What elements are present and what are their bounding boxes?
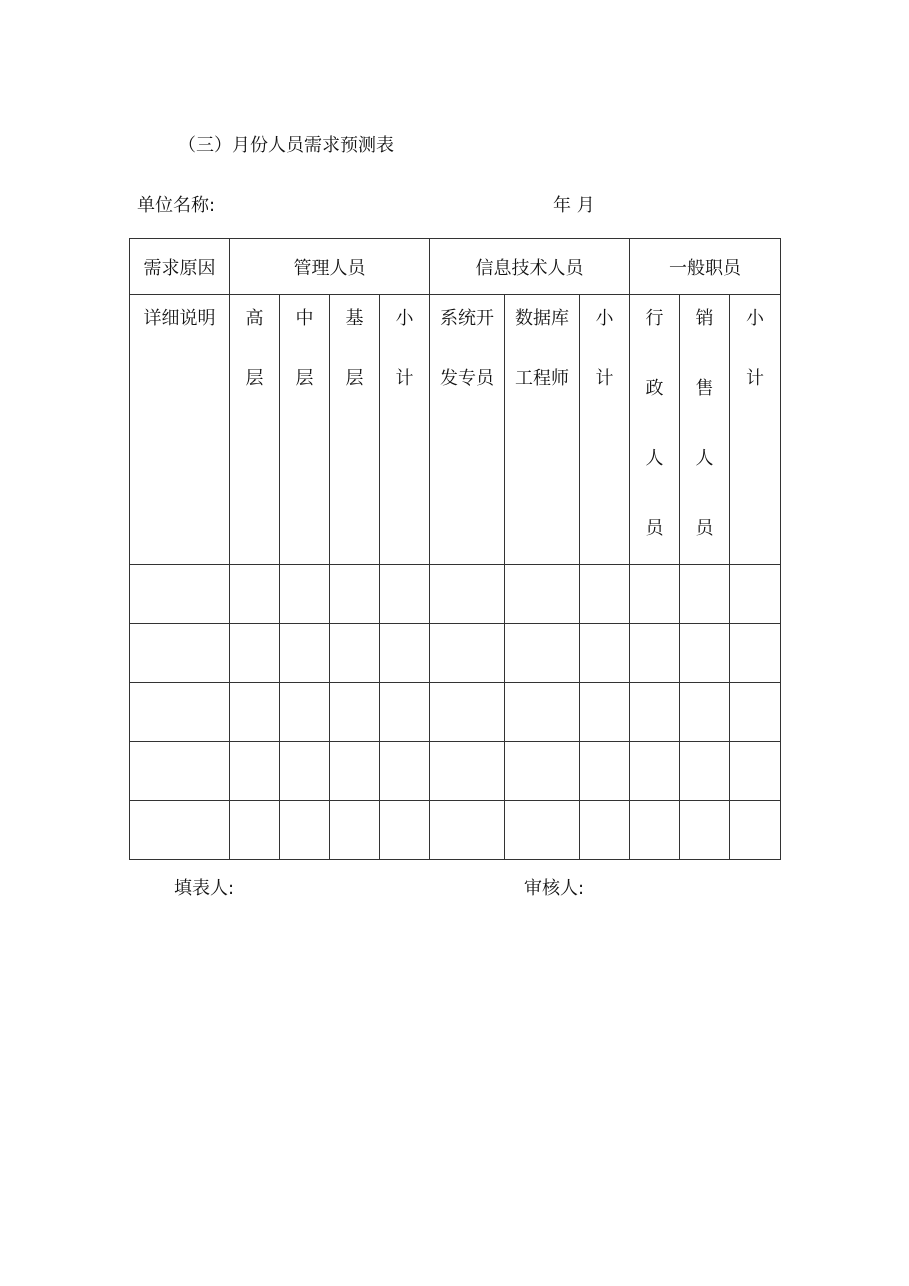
subheader-gen-admin: 行 政 人 员 <box>630 295 680 565</box>
table-cell[interactable] <box>580 683 630 742</box>
table-cell[interactable] <box>380 624 430 683</box>
table-cell[interactable] <box>430 683 505 742</box>
table-cell[interactable] <box>730 801 781 860</box>
header-reason: 需求原因 <box>130 239 230 295</box>
table-cell[interactable] <box>230 683 280 742</box>
table-cell[interactable] <box>330 624 380 683</box>
table-cell[interactable] <box>430 565 505 624</box>
table-cell[interactable] <box>280 683 330 742</box>
table-cell[interactable] <box>580 801 630 860</box>
table-cell[interactable] <box>630 742 680 801</box>
table-cell[interactable] <box>380 683 430 742</box>
page-title: （三）月份人员需求预测表 <box>178 135 394 156</box>
table-cell[interactable] <box>330 801 380 860</box>
table-row <box>130 801 781 860</box>
subheader-row <box>130 295 781 565</box>
table-cell[interactable] <box>380 742 430 801</box>
year-month-label: 年 月 <box>553 195 595 216</box>
subheader-it-subtotal: 小 计 <box>580 295 630 565</box>
table-cell[interactable] <box>380 801 430 860</box>
table-cell[interactable] <box>580 624 630 683</box>
subheader-mgmt-high: 高 层 <box>230 295 280 565</box>
table-cell[interactable] <box>130 683 230 742</box>
table-cell[interactable] <box>330 742 380 801</box>
table-cell[interactable] <box>230 565 280 624</box>
table-cell[interactable] <box>130 565 230 624</box>
table-cell[interactable] <box>680 801 730 860</box>
header-row <box>130 239 781 295</box>
table-cell[interactable] <box>130 742 230 801</box>
table-cell[interactable] <box>505 624 580 683</box>
table-cell[interactable] <box>280 801 330 860</box>
subheader-mgmt-mid: 中 层 <box>280 295 330 565</box>
table-cell[interactable] <box>130 624 230 683</box>
table-cell[interactable] <box>130 801 230 860</box>
table-row <box>130 742 781 801</box>
table-cell[interactable] <box>730 624 781 683</box>
table-cell[interactable] <box>680 624 730 683</box>
unit-name-label: 单位名称: <box>137 195 216 216</box>
demand-forecast-table <box>129 238 781 860</box>
table-cell[interactable] <box>730 742 781 801</box>
table-cell[interactable] <box>730 565 781 624</box>
table-cell[interactable] <box>680 565 730 624</box>
table-cell[interactable] <box>630 801 680 860</box>
table-row <box>130 624 781 683</box>
subheader-gen-sales: 销 售 人 员 <box>680 295 730 565</box>
data-rows <box>130 565 781 860</box>
table-cell[interactable] <box>680 683 730 742</box>
table-cell[interactable] <box>505 742 580 801</box>
table-cell[interactable] <box>505 801 580 860</box>
table-cell[interactable] <box>505 565 580 624</box>
table-cell[interactable] <box>505 683 580 742</box>
table-cell[interactable] <box>230 742 280 801</box>
table-cell[interactable] <box>730 683 781 742</box>
table-cell[interactable] <box>430 624 505 683</box>
filled-by-label: 填表人: <box>174 878 235 899</box>
table-cell[interactable] <box>230 624 280 683</box>
reviewed-by-label: 审核人: <box>524 878 585 899</box>
table-cell[interactable] <box>630 565 680 624</box>
table-cell[interactable] <box>230 801 280 860</box>
table-cell[interactable] <box>280 742 330 801</box>
header-management: 管理人员 <box>230 239 430 295</box>
table-row <box>130 683 781 742</box>
table-row <box>130 565 781 624</box>
table-cell[interactable] <box>630 683 680 742</box>
header-it: 信息技术人员 <box>430 239 630 295</box>
table-cell[interactable] <box>580 565 630 624</box>
table-cell[interactable] <box>280 624 330 683</box>
subheader-detail: 详细说明 <box>130 295 230 565</box>
table-cell[interactable] <box>580 742 630 801</box>
table-cell[interactable] <box>430 742 505 801</box>
table-cell[interactable] <box>630 624 680 683</box>
table-cell[interactable] <box>680 742 730 801</box>
table-cell[interactable] <box>430 801 505 860</box>
table-cell[interactable] <box>330 565 380 624</box>
table-cell[interactable] <box>280 565 330 624</box>
subheader-gen-subtotal: 小 计 <box>730 295 781 565</box>
subheader-mgmt-subtotal: 小 计 <box>380 295 430 565</box>
table-cell[interactable] <box>380 565 430 624</box>
subheader-it-dev: 系统开 发专员 <box>430 295 505 565</box>
subheader-it-dba: 数据库 工程师 <box>505 295 580 565</box>
subheader-mgmt-base: 基 层 <box>330 295 380 565</box>
table-cell[interactable] <box>330 683 380 742</box>
header-general: 一般职员 <box>630 239 781 295</box>
